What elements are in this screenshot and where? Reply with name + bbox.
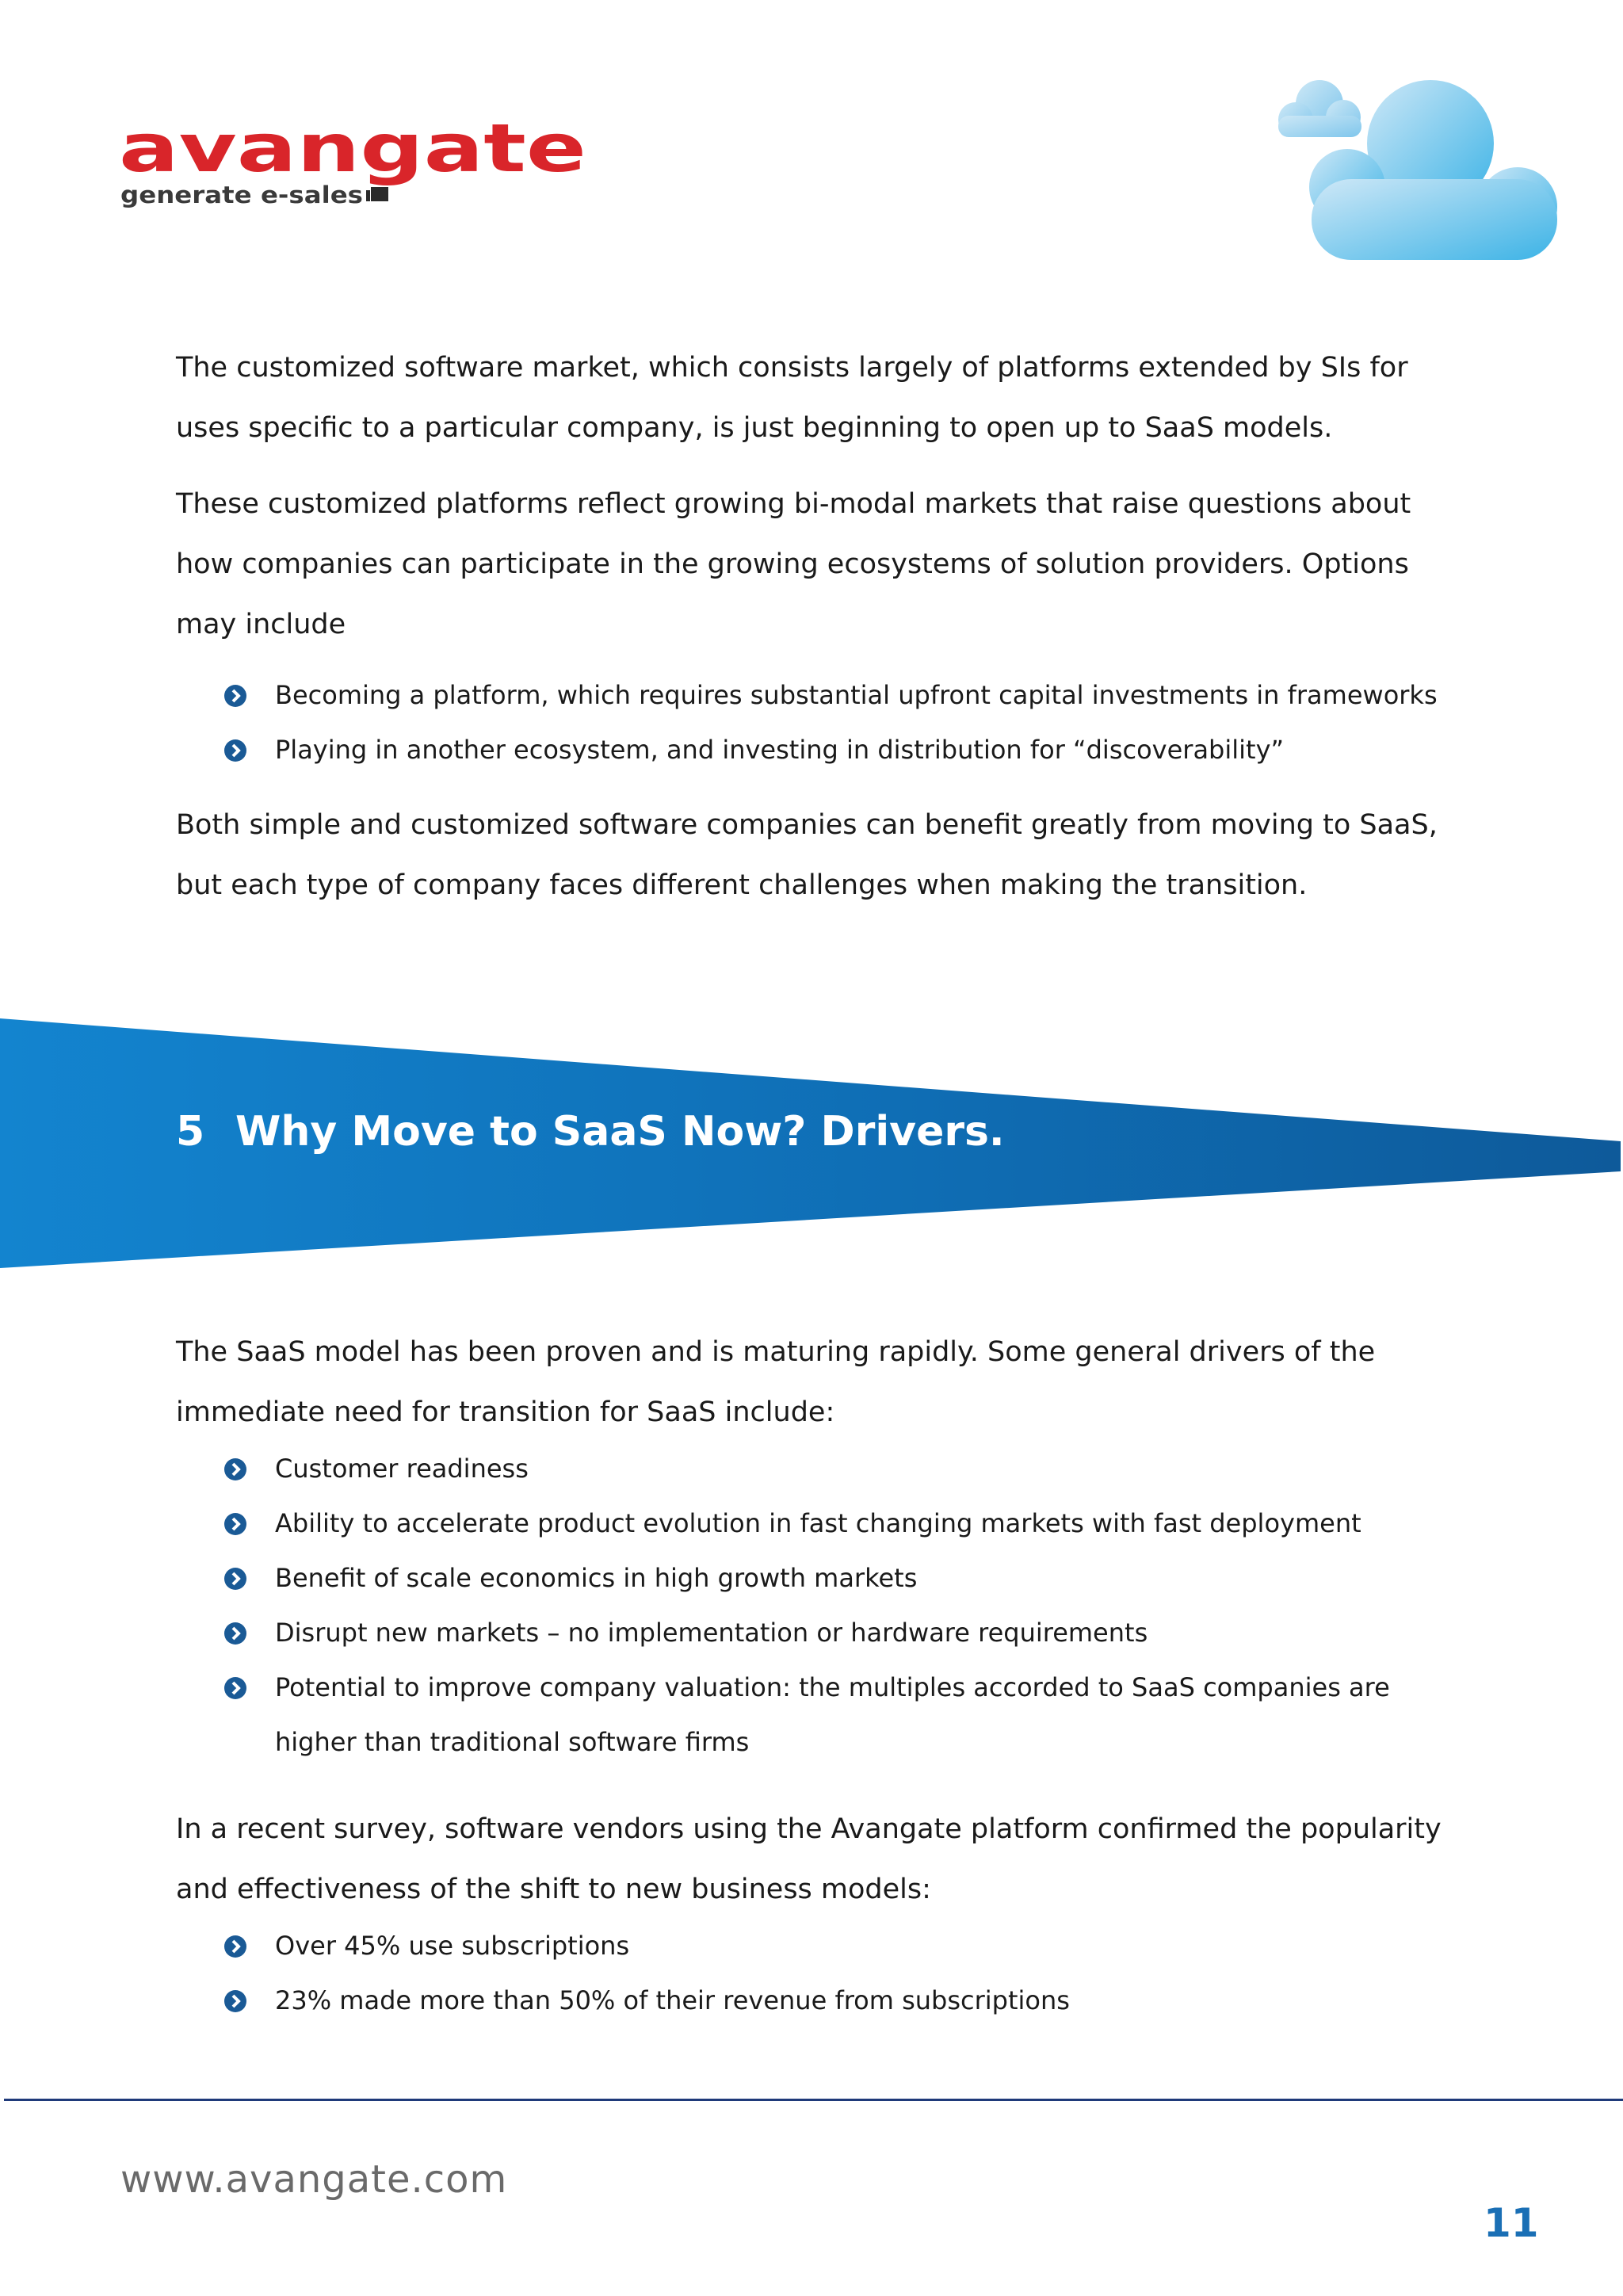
chevron-right-circle-icon: [223, 684, 247, 708]
driver-text: Ability to accelerate product evolution in fast changing markets with fast deployment: [275, 1508, 1361, 1538]
option-text: Becoming a platform, which requires substantial upfront capital investments in frameworks: [275, 680, 1438, 710]
logo-wordmark: avangate: [119, 117, 586, 187]
footer-website-link[interactable]: www.avangate.com: [120, 2157, 508, 2202]
logo-tagline: generate e-sales: [120, 181, 363, 208]
list-item: [176, 1551, 1476, 1606]
list-item: [176, 1496, 1476, 1551]
page-number: 11: [1484, 2200, 1539, 2246]
option-text: Playing in another ecosystem, and investing in distribution for “discoverability”: [275, 735, 1285, 765]
list-item: [176, 1606, 1476, 1660]
driver-text: Potential to improve company valuation: the multiples accorded to SaaS companies are higher than traditional software firms: [275, 1672, 1390, 1757]
avangate-logo: [119, 117, 594, 212]
chevron-right-circle-icon: [223, 1622, 247, 1645]
list-item: [176, 1660, 1476, 1770]
list-item: [176, 723, 1476, 777]
survey-result-text: Over 45% use subscriptions: [275, 1931, 630, 1961]
driver-text: Disrupt new markets – no implementation or hardware requirements: [275, 1618, 1148, 1648]
chevron-right-circle-icon: [223, 1935, 247, 1958]
survey-intro: In a recent survey, software vendors using the Avangate platform confirmed the popularity and effectiveness of the shift to new business models:: [176, 1813, 1442, 1905]
options-list: [176, 668, 1476, 777]
intro-paragraph-1: The customized software market, which consists largely of platforms extended by SIs for uses specific to a particular company, is just beginning to open up to SaaS models.: [176, 352, 1408, 444]
chevron-right-circle-icon: [223, 1989, 247, 2013]
survey-list: [176, 1919, 1476, 2028]
drivers-list: [176, 1442, 1476, 1770]
cloud-graphic: [1248, 68, 1565, 266]
intro-closing: Both simple and customized software companies can benefit greatly from moving to SaaS, but each type of company faces different challenges when making the transition.: [176, 809, 1438, 901]
intro-paragraph-2: These customized platforms reflect growing bi-modal markets that raise questions about how companies can participate in the growing ecosystems of solution providers. Options may include: [176, 488, 1411, 640]
chevron-right-circle-icon: [223, 739, 247, 762]
list-item: [176, 1919, 1476, 1973]
section-title: Why Move to SaaS Now? Drivers.: [235, 1108, 1005, 1156]
drivers-intro: The SaaS model has been proven and is maturing rapidly. Some general drivers of the immediate need for transition for SaaS include:: [176, 1336, 1376, 1428]
chevron-right-circle-icon: [223, 1457, 247, 1481]
chevron-right-circle-icon: [223, 1512, 247, 1536]
driver-text: Customer readiness: [275, 1454, 529, 1484]
footer-divider: [4, 2099, 1623, 2101]
driver-text: Benefit of scale economics in high growth markets: [275, 1563, 918, 1593]
list-item: [176, 1973, 1476, 2028]
survey-result-text: 23% made more than 50% of their revenue from subscriptions: [275, 1985, 1070, 2015]
list-item: [176, 668, 1476, 723]
chevron-right-circle-icon: [223, 1676, 247, 1700]
section-heading: [176, 1108, 1005, 1156]
section-number: 5: [176, 1108, 205, 1156]
chevron-right-circle-icon: [223, 1567, 247, 1591]
list-item: [176, 1442, 1476, 1496]
